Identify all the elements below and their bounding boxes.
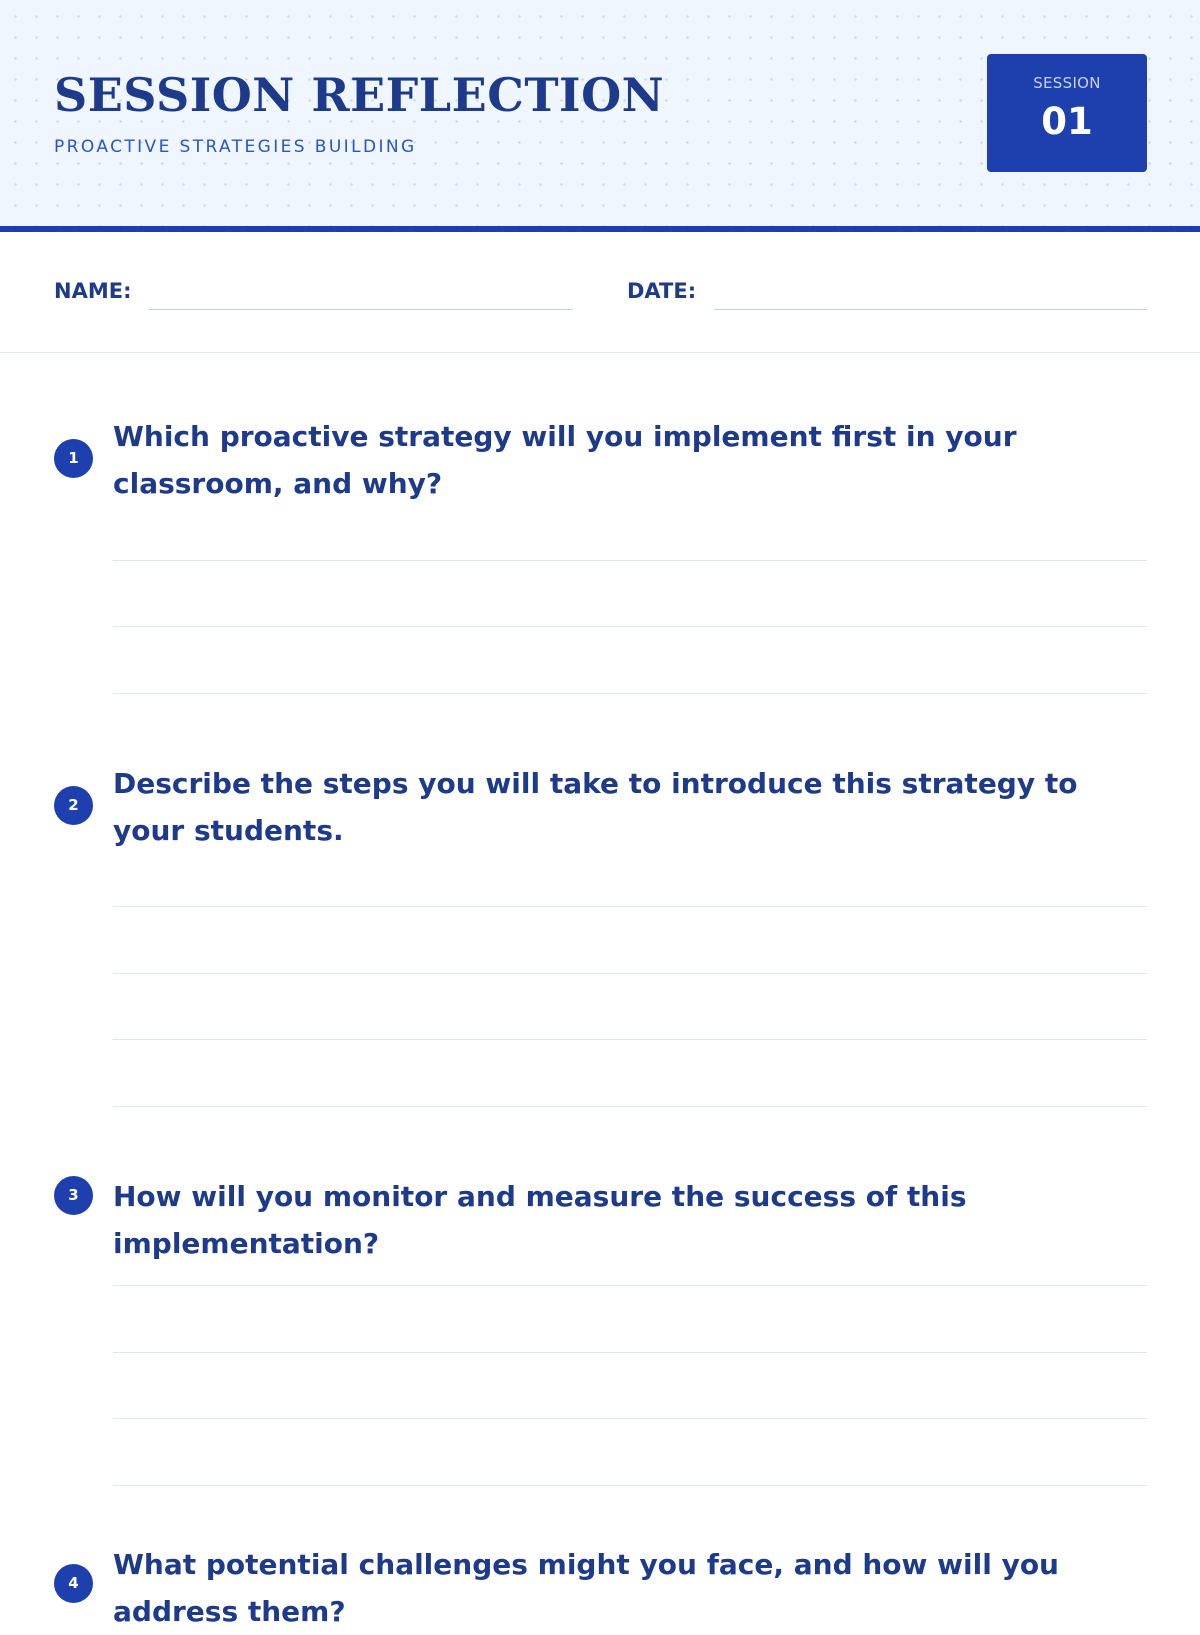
- question-number-badge: 2: [54, 786, 93, 825]
- info-row: [0, 232, 1200, 353]
- name-label: NAME:: [54, 279, 132, 303]
- session-badge: [987, 54, 1147, 172]
- name-field[interactable]: [149, 309, 573, 310]
- answer-line[interactable]: [113, 973, 1147, 974]
- date-label: DATE:: [627, 279, 697, 303]
- answer-line[interactable]: [113, 906, 1147, 907]
- answer-line[interactable]: [113, 1418, 1147, 1419]
- answer-line[interactable]: [113, 626, 1147, 627]
- question-text: Describe the steps you will take to introduce this strategy to your students.: [113, 767, 1078, 847]
- answer-line[interactable]: [113, 560, 1147, 561]
- answer-line[interactable]: [113, 1485, 1147, 1486]
- answer-line[interactable]: [113, 1106, 1147, 1107]
- answer-line[interactable]: [113, 1352, 1147, 1353]
- page-title: SESSION REFLECTION: [54, 68, 665, 122]
- answer-line[interactable]: [113, 693, 1147, 694]
- answer-line[interactable]: [113, 1039, 1147, 1040]
- worksheet-header: [0, 0, 1200, 232]
- question-number-badge: 4: [54, 1564, 93, 1603]
- question-number-badge: 1: [54, 439, 93, 478]
- question-number-badge: 3: [54, 1176, 93, 1215]
- page-subtitle: PROACTIVE STRATEGIES BUILDING: [54, 137, 417, 157]
- answer-line[interactable]: [113, 1285, 1147, 1286]
- question-text: What potential challenges might you face, and how will you address them?: [113, 1548, 1059, 1628]
- date-field[interactable]: [714, 309, 1147, 310]
- question-text: How will you monitor and measure the success of this implementation?: [113, 1180, 967, 1260]
- session-label: SESSION: [1033, 74, 1101, 92]
- session-number: 01: [1041, 100, 1093, 143]
- question-text: Which proactive strategy will you implement first in your classroom, and why?: [113, 420, 1017, 500]
